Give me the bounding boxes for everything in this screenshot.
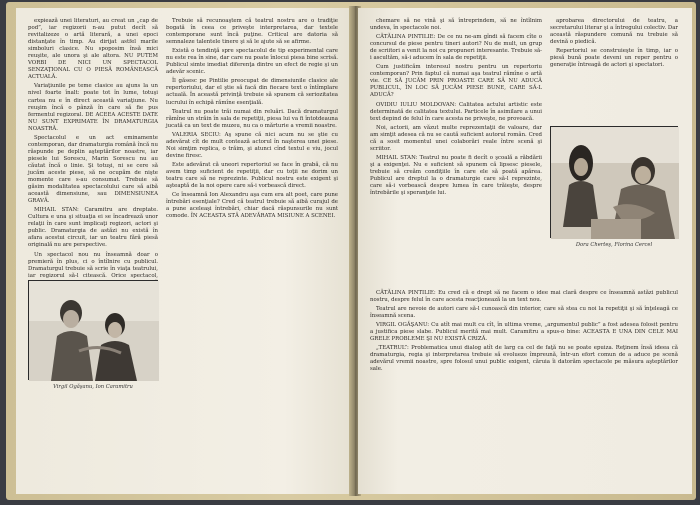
right-page	[358, 8, 692, 494]
paragraph: VALERIA SECIU: Aş spune că nici acum nu se ştie cu adevărat cît de mult contează actorul în naşterea unei piese. Noi simţim replica, o trăim, şi atunci cînd textul e viu, jocul devine firesc.	[166, 131, 338, 159]
paragraph: Trebuie să recunoaştem că teatrul nostru are o tradiţie bogată în ceea ce priveşte interpretarea, dar textele contemporane sunt încă puţine. Criticul are datoria să semnaleze talentele tinere şi să le ajute să se afirme.	[166, 18, 338, 46]
paragraph: Noi, actorii, am văzut multe reprezentaţii de valoare, dar am simţit adesea că nu se caută suficient autorul român. Cred că a sosit momentul unei colaborări reale între scenă şi scriitor.	[370, 124, 542, 152]
paragraph: chemare să ne vină şi să întreprindem, să ne întîlnim undeva, în spectacole noi.	[370, 18, 542, 32]
photo-ogasanu-caramitru	[28, 280, 158, 380]
photo-image	[29, 281, 159, 381]
paragraph: expiează unei literaturi, au creat un „cap de pod”, iar regizorii n-au putut decît să revitalizeze o artă literară, a unei epoci distanţate în timp. Au dirijat astfel marile simboluri clasice. Nu spoposim însă mici reuşite, ale unora şi ale altora. NU PUTEM VORBI DE NICI UN SPECTACOL SENZAŢIONAL CU O PIESĂ ROMÂNEASCĂ ACTUALĂ.	[28, 18, 158, 81]
right-page-column-1	[370, 18, 542, 286]
paragraph: Repertoriul se construieşte în timp, iar o piesă bună poate deveni un reper pentru o generaţie întreagă de actori şi spectatori.	[550, 48, 678, 69]
left-page-column-2	[166, 18, 338, 486]
paragraph: „TEATRUL”: Problematica unui dialog atît de larg ca cel de faţă nu se poate epuiza. Reţinem însă ideea că dramaturgia, regia şi interpretarea trebuie să evolueze împreună, într-un efort comun de a aduce pe scenă adevărul vremii noastre, spre folosul unui public exigent, căruia îi datorăm spectacole pe măsura aşteptărilor sale.	[370, 345, 678, 373]
paragraph: Teatrul are nevoie de autori care să-l cunoască din interior, care să stea cu noi la repetiţii şi să înţeleagă ce înseamnă scena.	[370, 306, 678, 320]
left-page-column-1	[28, 18, 158, 279]
paragraph: Teatrul nu poate trăi numai din reluări. Dacă dramaturgul rămîne un străin în sala de repetiţii, piesa lui va fi întotdeauna jucată ca un text de muzeu, nu ca o mărturie a vremii noastre.	[166, 108, 338, 129]
paragraph: CĂTĂLINA PINTILIE: De ce nu ne-am gîndi să facem cîte o concursul de piese pentru tineri autori? Nu de mult, un grup de scriitori a venit la noi cu propuneri interesante. Trebuie să-i ascultăm, să-i aducem în sala de repetiţii.	[370, 34, 542, 62]
right-page-column-2-top	[550, 18, 678, 122]
photo-caption: Virgil Ogăşanu, Ion Caramitru	[53, 384, 133, 390]
paragraph: Ce înseamnă Ion Alexandru aşa cum era alt poet, care pune întrebări esenţiale? Cred că teatrul trebuie să aibă curajul de a pune aceleaşi întrebări, chiar dacă răspunsurile nu sunt comode. ÎN ACEASTA STĂ ADEVĂRATA MISIUNE A SCENEI.	[166, 192, 338, 220]
paragraph: Variaţiunile pe teme clasice au ajuns la un nivel foarte înalt: poate tot în lume, totuşi cartea nu e în direct această variaţiune. Nu reuşim încă o pânză în care să fie pus fermentul regizoral. DE ACEEA ACESTE DATE NU SUNT EXPRIMATE ÎN DRAMATURGIA NOASTRĂ.	[28, 83, 158, 132]
paragraph: MIHAIL STAN: Caramitru are dreptate. Cultura e una şi situaţia ei se încadrează unor relaţii în care sunt implicaţi regizori, actori şi public. Dramaturgia de astăzi nu există în afara acestui circuit, iar un teatru fără piesă originală nu are perspective.	[28, 207, 158, 249]
paragraph: VIRGIL OGĂŞANU: Cu atît mai mult cu cît, în ultima vreme, „argumentul public” a fost adesea folosit pentru a justifica piese slabe. Publicul merită mai mult. Caramitru a spus-o bine: ACEASTA E UNA DIN CELE MAI GRELE PROBLEME ŞI NU EXISTĂ CRIZĂ.	[370, 322, 678, 343]
paragraph: Cum justificăm interesul nostru pentru un repertoriu contemporan? Prin faptul că numai aşa teatrul rămîne o artă vie. CE SĂ JUCĂM PRIN PROASTE CARE SĂ NU ADUCĂ PUBLICUL, ÎN LOC SĂ JUCĂM PIESE BUNE, CARE SĂ-L ADUCĂ?	[370, 64, 542, 99]
paragraph: Un spectacol nou nu înseamnă doar o premieră în plus, ci o întîlnire cu publicul. Dramaturgul trebuie să scrie în viaţa teatrului, iar regizorul să-l citească. Orice spectacol,	[28, 251, 158, 279]
photo-image	[551, 127, 679, 239]
paragraph: Există o tendinţă spre spectacolul de tip experimental care nu este rea în sine, dar care nu poate înlocui piesa bine scrisă. Publicul simte imediat diferenţa dintre un efect de regie şi un adevăr scenic.	[166, 48, 338, 76]
paragraph: aprobarea directorului de teatru, a secretarului literar şi a întregului colectiv. Dar această răspundere comună nu trebuie să devină o piedică.	[550, 18, 678, 46]
paragraph: Este adevărat că uneori repertoriul se face în grabă, că nu avem timp suficient de repetiţii, dar cu toţii ne dorim un teatru care să ne reprezinte. Publicul nostru este exigent şi aşteaptă de la noi opere care să-i vorbească direct.	[166, 161, 338, 190]
paragraph: MIHAIL STAN: Teatrul nu poate fi decît o şcoală a răbdării şi a exigenţei. Nu e suficient să spunem că lipsesc piesele, trebuie să creăm condiţiile în care ele să poată apărea. Publicul are dreptul la o dramaturgie care să-l reprezinte, care să-i vorbească despre lumea în care trăieşte, despre întrebările şi speranţele lui.	[370, 154, 542, 197]
right-page-column-bottom	[370, 290, 678, 486]
paragraph: CĂTĂLINA PINTILIE: Eu cred că e drept să ne facem o idee mai clară despre ce înseamnă astăzi publicul nostru, despre felul în care acesta reacţionează la un text nou.	[370, 290, 678, 304]
paragraph: Îl găsesc pe Pintilie preocupat de dimensiunile clasice ale repertoriului, dar el ştie să facă din fiecare text o întîmplare actuală. În această privinţă trebuie să spunem că seriozitatea lucrului în echipă rămîne esenţială.	[166, 78, 338, 106]
photo-caption: Dora Cherteş, Florina Cercel	[575, 242, 653, 248]
left-page	[16, 8, 352, 494]
paragraph: Spectacolul e un act eminamente contemporan, dar dramaturgia română încă nu răspunde pe deplin aşteptărilor noastre, iar piesele lui Sorescu, Marin Sorescu nu au căutat încă o linie. Şi totuşi, ni se cere să jucăm aceste piese, să ne ocupăm de nişte momente care s-au consumat. Trebuie să găsim modalitatea spectacolului care să aibă această dimensiune, sau DIMENSIUNEA GRAVĂ.	[28, 134, 158, 205]
paragraph: OVIDIU IULIU MOLDOVAN: Calitatea actului artistic este determinată de calitatea textului. Particele în asimilare a unui text depind de felul în care acesta ne priveşte, ne provoacă.	[370, 101, 542, 122]
photo-chertes-cercel	[550, 126, 678, 238]
